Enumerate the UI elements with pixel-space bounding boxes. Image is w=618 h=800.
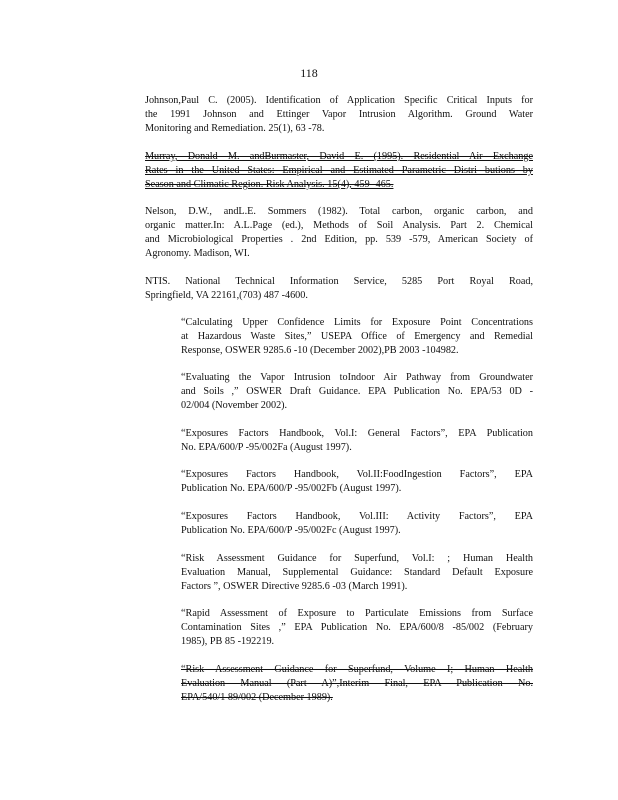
reference-johnson [145, 94, 533, 136]
reference-line: Publication No. EPA/600/P -95/002Fc (August 1997). [181, 525, 401, 536]
reference-murray [145, 150, 533, 192]
reference-vapor-intrusion [181, 371, 533, 413]
reference-line: 02/004 (November 2002). [181, 400, 288, 411]
reference-line: Season and Climatic Region. Risk Analysis. 15(4), 459 -465. [145, 179, 394, 190]
reference-line: organic matter.In: A.L.Page (ed.), Methods of Soil Analysis. Part 2. Chemical [145, 220, 533, 231]
reference-line: Response, OSWER 9285.6 -10 (December 2002),PB 2003 -104982. [181, 345, 459, 356]
reference-line: Murray, Donald M. andBurmaster, David E. (1995). Residential Air Exchange [145, 151, 533, 162]
reference-line: “Risk Assessment Guidance for Superfund, Volume I; Human Health [181, 664, 533, 675]
reference-exposure-factors-vol1 [181, 427, 533, 455]
reference-line: No. EPA/600/P -95/002Fa (August 1997). [181, 442, 352, 453]
reference-line: 1985), PB 85 -192219. [181, 636, 275, 647]
reference-calculating-ucl [181, 316, 533, 358]
reference-line: and Soils ,” OSWER Draft Guidance. EPA Publication No. EPA/53 0D - [181, 386, 533, 397]
reference-line: Johnson,Paul C. (2005). Identification of Application Specific Critical Inputs for [145, 95, 533, 106]
reference-line: Publication No. EPA/600/P -95/002Fb (August 1997). [181, 483, 402, 494]
reference-line: “Calculating Upper Confidence Limits for Exposure Point Concentrations [181, 317, 533, 328]
reference-exposure-factors-vol3 [181, 510, 533, 538]
reference-line: Factors ”, OSWER Directive 9285.6 -03 (March 1991). [181, 581, 408, 592]
reference-ntis [145, 275, 533, 303]
reference-line: Agronomy. Madison, WI. [145, 248, 250, 259]
reference-line: “Exposures Factors Handbook, Vol.I: General Factors”, EPA Publication [181, 428, 533, 439]
reference-rags-supplemental [181, 552, 533, 594]
page-number: 118 [300, 66, 318, 80]
reference-line: Contamination Sites ,” EPA Publication No. EPA/600/8 -85/002 (February [181, 622, 533, 633]
reference-line: “Risk Assessment Guidance for Superfund, Vol.I: ; Human Health [181, 553, 533, 564]
reference-line: at Hazardous Waste Sites,” USEPA Office of Emergency and Remedial [181, 331, 533, 342]
reference-exposure-factors-vol2 [181, 468, 533, 496]
reference-line: and Microbiological Properties . 2nd Edition, pp. 539 -579, American Society of [145, 234, 533, 245]
reference-line: NTIS. National Technical Information Service, 5285 Port Royal Road, [145, 276, 533, 287]
reference-line: “Rapid Assessment of Exposure to Particulate Emissions from Surface [181, 608, 533, 619]
reference-line: Rates in the United States: Empirical and Estimated Parametric Distri butions by [145, 165, 533, 176]
reference-rapid-assessment [181, 607, 533, 649]
reference-line: “Evaluating the Vapor Intrusion toIndoor Air Pathway from Groundwater [181, 372, 533, 383]
reference-rags-part-a-deleted [181, 663, 533, 705]
reference-line: Monitoring and Remediation. 25(1), 63 -78. [145, 123, 325, 134]
reference-nelson [145, 205, 533, 261]
reference-line: the 1991 Johnson and Ettinger Vapor Intrusion Algorithm. Ground Water [145, 109, 533, 120]
reference-line: EPA/540/1 89/002 (December 1989). [181, 692, 333, 703]
reference-line: Evaluation Manual (Part A)”,Interim Final, EPA Publication No. [181, 678, 533, 689]
reference-line: Evaluation Manual, Supplemental Guidance: Standard Default Exposure [181, 567, 533, 578]
reference-line: Nelson, D.W., andL.E. Sommers (1982). Total carbon, organic carbon, and [145, 206, 533, 217]
reference-line: “Exposures Factors Handbook, Vol.II:FoodIngestion Factors”, EPA [181, 469, 533, 480]
reference-line: Springfield, VA 22161,(703) 487 -4600. [145, 290, 308, 301]
reference-line: “Exposures Factors Handbook, Vol.III: Activity Factors”, EPA [181, 511, 533, 522]
